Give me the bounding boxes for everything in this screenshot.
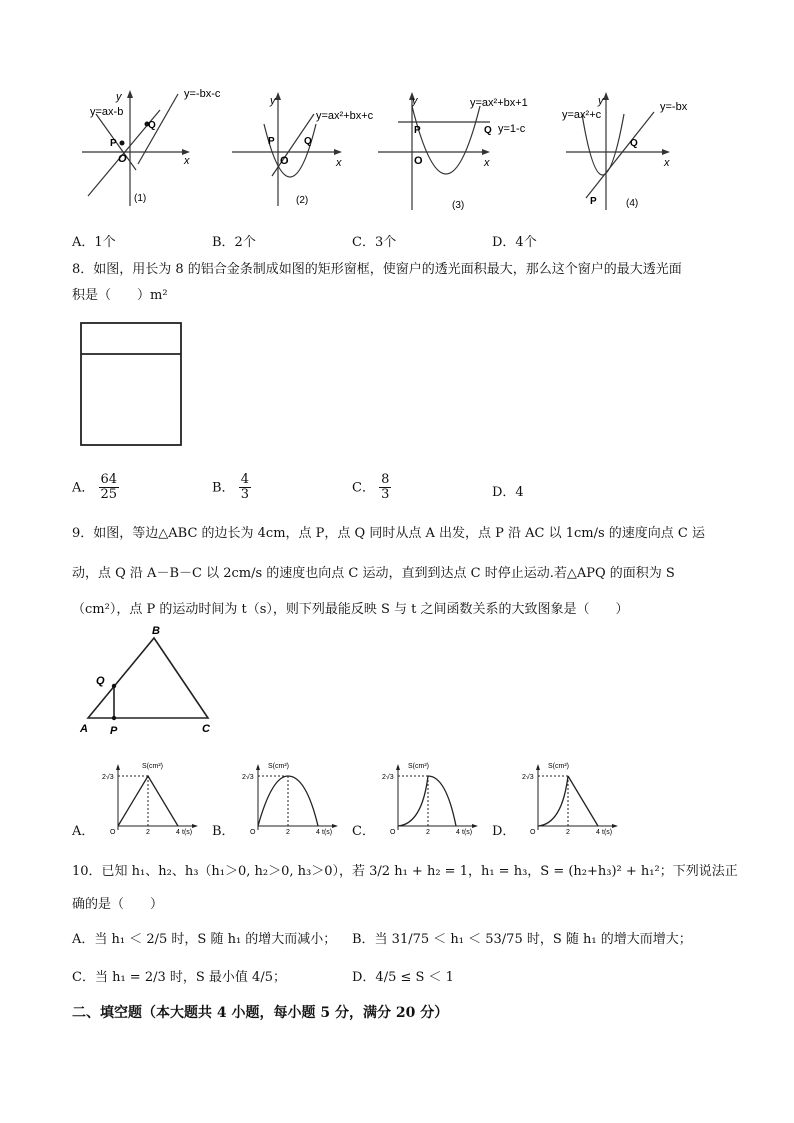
g4-x: x [664,157,670,169]
tri-a: A [80,723,88,735]
q8-window-frame [80,322,184,448]
ga-t4: 4 [176,829,180,836]
q7-graph-1 [78,86,238,216]
g3-o: O [414,155,423,167]
q8-option-c[interactable] [352,473,391,503]
g3-q: Q [484,125,492,136]
gb-ytick: 2√3 [242,774,254,781]
gc-o: O [390,829,396,836]
gd-o: O [530,829,536,836]
q9-graph-a[interactable] [96,758,200,838]
gd-xlabel: t(s) [602,829,613,836]
g1-y: y [116,91,122,103]
g3-eq2: y=1-c [498,123,526,135]
q9-option-c[interactable]: C． [352,824,375,839]
tri-b: B [152,625,160,637]
q8-c-label: C． [352,480,375,496]
q10-option-b[interactable]: B．当 31/75 ＜ h₁ ＜ 53/75 时，S 随 h₁ 的增大而增大； [352,932,692,947]
gb-t4: 4 [316,829,320,836]
gc-xlabel: t(s) [462,829,473,836]
ga-xlabel: t(s) [182,829,193,836]
q8-option-d[interactable]: D．4 [492,485,524,500]
q9-graph-b[interactable] [236,758,340,838]
tri-p: P [110,725,118,737]
g1-eq1: y=ax-b [90,106,124,118]
g4-p: P [590,196,597,207]
g2-o: O [280,155,289,167]
g2-x: x [336,157,342,169]
q9-stem-line3: （cm²），点 P 的运动时间为 t（s），则下列最能反映 S 与 t 之间函数关系的大致图象是（ ） [72,602,629,617]
gd-ytick: 2√3 [522,774,534,781]
tri-q: Q [96,675,105,687]
q8-c-fraction: $\frac{8}{3}$ [381,472,390,503]
q9-graph-d[interactable] [516,758,620,838]
ga-ylabel: S(cm²) [142,763,163,770]
g1-p: P [110,138,117,149]
g1-o: O [118,153,127,165]
ga-ytick: 2√3 [102,774,114,781]
q8-option-b[interactable] [212,473,251,503]
q8-a-label: A． [72,480,95,496]
q8-b-label: B． [212,480,235,496]
gc-t2: 2 [426,829,430,836]
q10-option-d[interactable]: D．4/5 ≤ S ＜ 1 [352,970,454,985]
gb-o: O [250,829,256,836]
g3-y: y [412,95,418,107]
q8-option-a[interactable] [72,473,119,503]
gc-ytick: 2√3 [382,774,394,781]
g3-caption: (3) [452,200,465,211]
q9-option-d[interactable]: D． [492,824,516,839]
gd-t4: 4 [596,829,600,836]
q8-stem-line1: 8．如图，用长为 8 的铝合金条制成如图的矩形窗框，使窗户的透光面积最大，那么这个窗户的最大透光面 [72,262,682,277]
g4-q: Q [630,138,638,149]
section-2-heading: 二、填空题（本大题共 4 小题，每小题 5 分，满分 20 分） [72,1005,449,1021]
gd-t2: 2 [566,829,570,836]
q9-graph-c[interactable] [376,758,480,838]
q9-option-b[interactable]: B． [212,824,235,839]
g1-caption: (1) [134,193,147,204]
ga-o: O [110,829,116,836]
q7-graph-2 [232,86,382,216]
q9-stem-line2: 动，点 Q 沿 A－B－C 以 2cm/s 的速度也向点 C 运动，直到到达点 C 时停止运动.若△APQ 的面积为 S [72,566,675,581]
g4-caption: (4) [626,198,639,209]
gb-xlabel: t(s) [322,829,333,836]
q7-option-a[interactable]: A．1个 [72,235,116,250]
g1-q: Q [148,120,156,131]
q7-graph-4 [560,86,720,216]
q8-stem-line2: 积是（ ）m² [72,288,168,303]
gc-t4: 4 [456,829,460,836]
g2-caption: (2) [296,195,309,206]
g4-y: y [598,95,604,107]
tri-c: C [202,723,210,735]
q9-triangle-figure [78,622,218,738]
q7-graph-3 [374,86,544,216]
q10-stem-line1: 10．已知 h₁、h₂、h₃（h₁＞0, h₂＞0, h₃＞0），若 3/2 h₁ + h₂ = 1，h₁ = h₃，S = (h₂+h₃)² + h₁²；下列说法正 [72,864,738,879]
g4-eq1: y=ax²+c [562,109,602,121]
q10-stem-line2: 确的是（ ） [72,897,164,912]
gb-ylabel: S(cm²) [268,763,289,770]
q10-option-a[interactable]: A．当 h₁ ＜ 2/5 时，S 随 h₁ 的增大而减小； [72,932,337,947]
q7-option-c[interactable]: C．3个 [352,235,397,250]
q9-stem-line1: 9．如图，等边△ABC 的边长为 4cm，点 P，点 Q 同时从点 A 出发，点 P 沿 AC 以 1cm/s 的速度向点 C 运 [72,526,706,541]
gc-ylabel: S(cm²) [408,763,429,770]
q7-option-d[interactable]: D．4个 [492,235,537,250]
gd-ylabel: S(cm²) [548,763,569,770]
q7-option-b[interactable]: B．2个 [212,235,256,250]
g2-q: Q [304,136,312,147]
g2-eq: y=ax²+bx+c [316,110,374,122]
q9-option-a[interactable]: A． [72,824,95,839]
q10-option-c[interactable]: C．当 h₁ = 2/3 时，S 最小值 4/5； [72,970,286,985]
ga-t2: 2 [146,829,150,836]
g1-x: x [184,155,190,167]
gb-t2: 2 [286,829,290,836]
g4-eq2: y=-bx [660,101,688,113]
q8-b-fraction: $\frac{4}{3}$ [240,472,249,503]
g3-x: x [484,157,490,169]
g1-eq2: y=-bx-c [184,88,221,100]
q8-a-fraction: $\frac{64}{25}$ [100,472,118,503]
g2-p: P [268,136,275,147]
g3-p: P [414,125,421,136]
g3-eq1: y=ax²+bx+1 [470,97,528,109]
g2-y: y [270,95,276,107]
